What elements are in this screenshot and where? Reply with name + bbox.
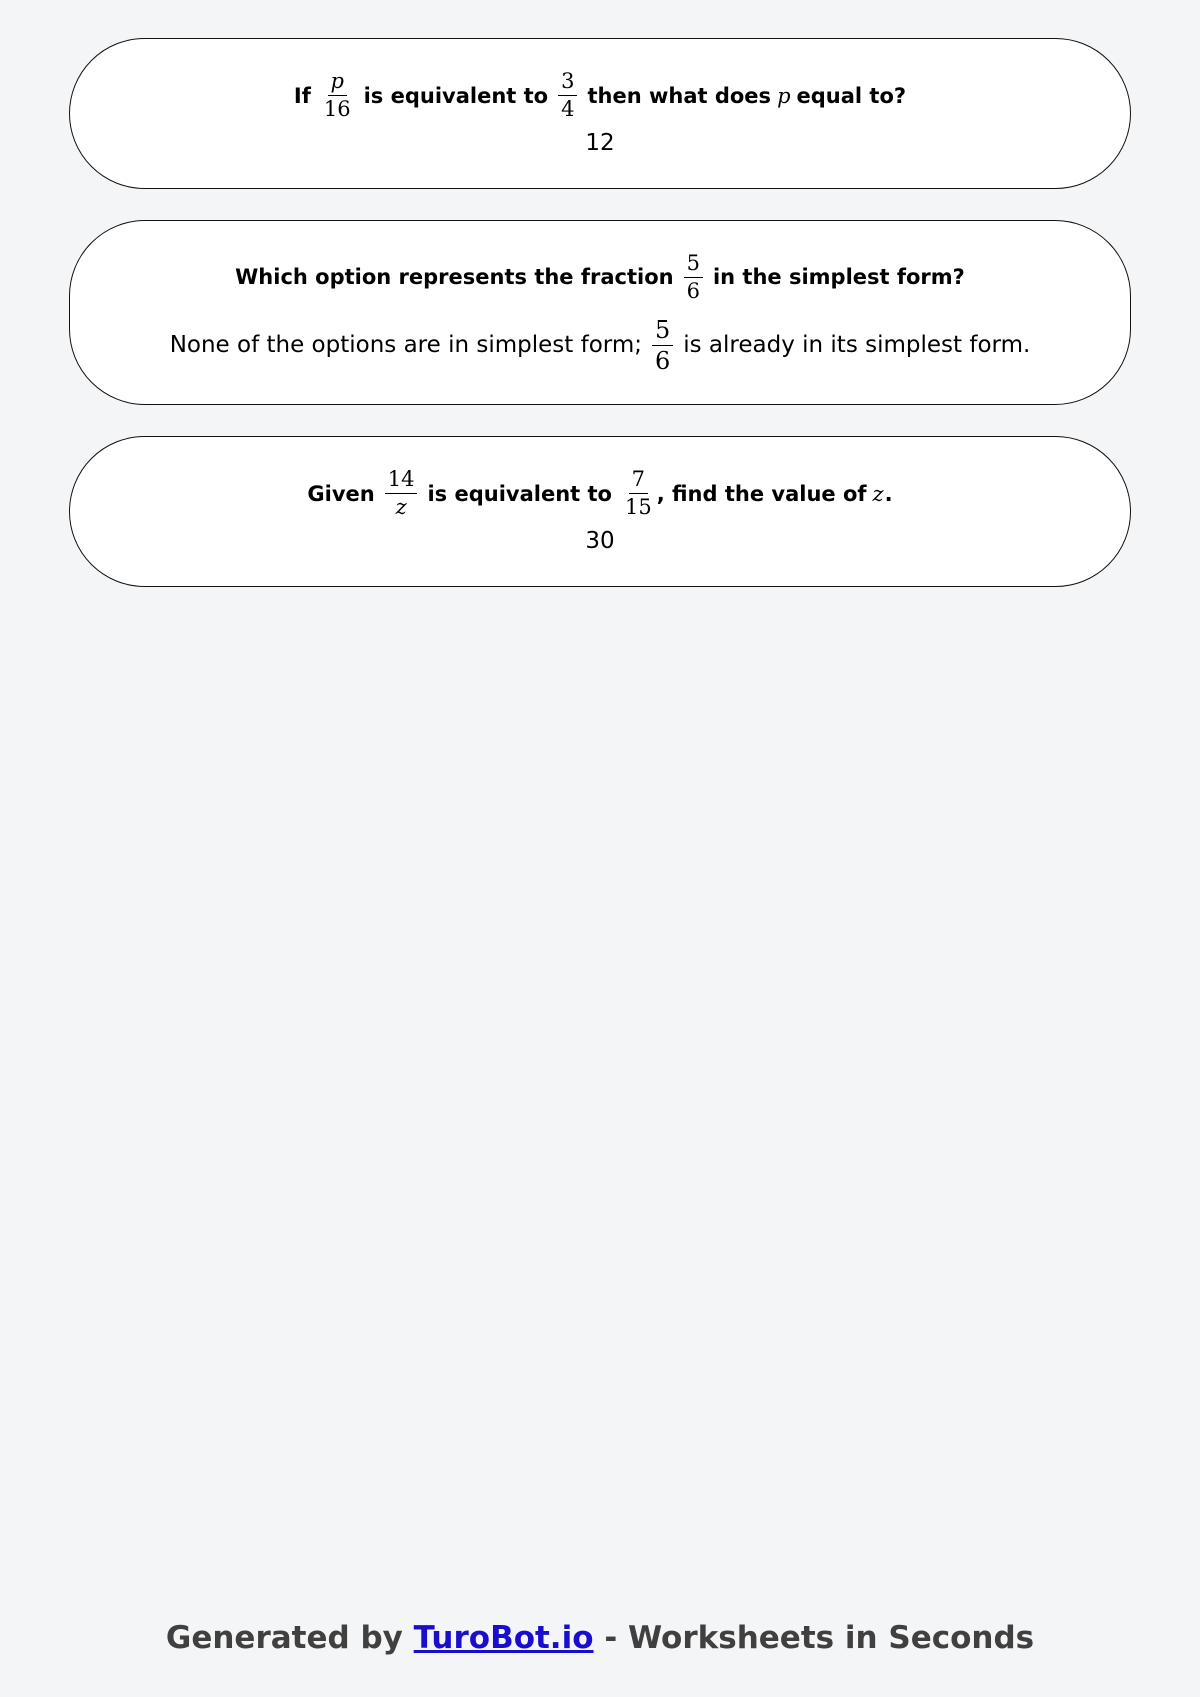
fraction [652, 315, 673, 375]
question-text-part: equal to? [796, 83, 907, 108]
question-text-part: If [293, 83, 311, 108]
question-card-2 [69, 220, 1131, 405]
question-card-1 [69, 38, 1131, 189]
question-text-part: then what does [587, 83, 772, 108]
fraction [558, 71, 577, 120]
variable: p [777, 83, 791, 108]
fraction [684, 250, 703, 303]
question-text-part: Which option represents the fraction [235, 265, 674, 289]
question-text [307, 469, 892, 518]
question-text-part: . [884, 481, 893, 506]
fraction [385, 469, 418, 518]
answer-text: 12 [585, 130, 615, 156]
denominator: 6 [654, 346, 671, 375]
question-text-part: Given [307, 481, 375, 506]
answer-text: 30 [585, 528, 615, 554]
footer-suffix: - Worksheets in Seconds [604, 1620, 1035, 1656]
denominator: z [395, 495, 407, 519]
denominator: 6 [686, 278, 700, 303]
fraction [321, 71, 354, 120]
footer-prefix: Generated by [165, 1620, 403, 1656]
footer [0, 1620, 1200, 1656]
question-text-part: in the simplest form? [712, 265, 965, 289]
fraction [622, 469, 655, 518]
variable: z [872, 481, 884, 506]
numerator: 3 [558, 71, 577, 96]
numerator: 5 [684, 253, 703, 278]
question-text-part: is equivalent to [427, 481, 612, 506]
numerator: p [328, 71, 347, 96]
turobot-link[interactable]: TuroBot.io [413, 1620, 594, 1656]
question-card-3 [69, 436, 1131, 587]
question-text-part: is equivalent to [363, 83, 549, 108]
denominator: 15 [624, 495, 652, 519]
denominator: 4 [561, 97, 575, 121]
numerator: 5 [652, 318, 673, 346]
numerator: 7 [629, 469, 648, 494]
denominator: 16 [323, 97, 351, 121]
answer-text [169, 315, 1031, 375]
answer-text-part: is already in its simplest form. [683, 332, 1031, 358]
question-text-part: , find the value of [656, 481, 867, 506]
question-text [294, 71, 906, 120]
answer-text-part: None of the options are in simplest form; [169, 332, 642, 358]
numerator: 14 [385, 469, 418, 494]
question-text [235, 250, 965, 303]
